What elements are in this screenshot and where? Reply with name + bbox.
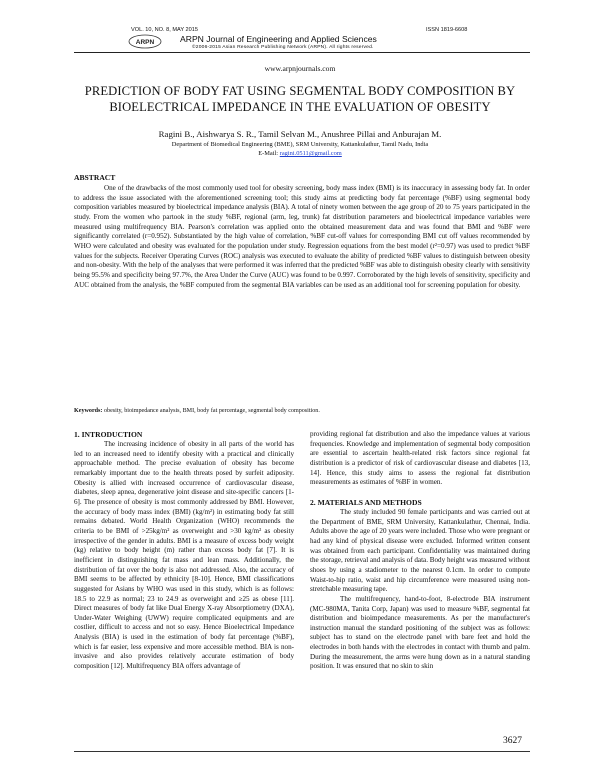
- abstract-heading: ABSTRACT: [74, 173, 116, 182]
- intro-heading: 1. INTRODUCTION: [74, 430, 143, 439]
- svg-text:ARPN: ARPN: [135, 39, 155, 46]
- issn: ISSN 1819-6608: [426, 27, 468, 33]
- intro-paragraph: The increasing incidence of obesity in all parts of the world has led to an increased need to identify obesity with a practical and clinically approachable method. The precise evaluation of obesity has become remarkably important due to the health threats posed by surfeit adiposity. Obesity is allied with increased occurrence of cardiovascular disease, diabetes, sleep apnea, degenerative joint disease and site-specific cancers [1-6]. The presence of obesity is most commonly addressed by BMI. However, the accuracy of body mass index (BMI) (kg/m²) in estimating body fat still remains debated. World Health Organization (WHO) recommends the criteria to be BMI of >25kg/m² as overweight and >30 kg/m² as obesity irrespective of the gender in adults. BMI is a measure of excess body weight (kg) relative to body height (m) rather than excess body fat [7]. It is inefficient in distinguishing fat mass and lean mass. Additionally, the distribution of fat over the body is also not addressed. Also, the accuracy of BMI seems to be affected by ethnicity [8-10]. Hence, BMI classifications suggested for Asians by WHO was used in this study, which is as follows: 18.5 to 22.9 as normal; 23 to 24.9 as overweight and ≥25 as obese [11]. Direct measures of body fat like Dual Energy X-ray Absorptiometry (DXA), Under-Water Weighing (UWW) require complicated equipments and are costlier, difficult to access and not so easy. Hence Bioelectrical Impedance Analysis (BIA) is used in the estimation of body fat percentage (%BF), which is far easier, less expensive and more accessible method. BIA is non-invasive and also provides relatively accurate estimation of body composition [12]. Multifrequency BIA offers advantage of: [74, 440, 294, 671]
- abstract-text: One of the drawbacks of the most commonly used tool for obesity screening, body mass index (BMI) is its inaccuracy in assessing body fat. In order to address the issue associated with the aforementioned screening tool; this study aims at predicting body fat percentage (%BF) using segmental body composition variables measured by bioelectrical impedance analysis (BIA). A total of ninety women between the age group of 20 to 75 years participated in the study. From the women who partook in the study %BF, regional (arm, leg, trunk) fat distribution parameters and bioelectrical impedance variables were measured using multifrequency BIA. Pearson's correlation was applied onto the obtained measurement data and was found that BMI and %BF were significantly correlated (r=0.952). Substantiated by the high value of correlation, %BF cut-off values for corresponding BMI cut off values recommended by WHO were calculated and obesity was evaluated for the population under study. Regression equations from the best model (r²=0.97) was used to predict %BF values for the subjects. Receiver Operating Curves (ROC) analysis was executed to evaluate the ability of predicted %BF values to distinguish between obesity and non-obesity. With the help of the analyses that were performed it was inferred that the predicted %BF was able to distinguish obesity clearly with sensitivity being 95.5% and specificity being 97.7%, the Area Under the Curve (AUC) was found to be 0.997. Corroborated by the high levels of sensitivity, specificity and AUC obtained from the analysis, the %BF computed from the segmental BIA variables can be used as an additional tool for screening population for obesity.: [74, 184, 530, 289]
- methods-paragraph-1: The study included 90 female participants and was carried out at the Department of BME, SRM University, Kattankulathur, Chennai, India. Adults above the age of 20 years were included. Those who were pregnant or had any kind of physical disease were excluded. Informed written consent was obtained from each participant. Confidentiality was maintained during the storage, retrieval and analysis of data. Body height was measured without shoes by using a stadiometer to the nearest 0.1cm. In order to compute Waist-to-hip ratio, waist and hip circumference were measured using non-stretchable measuring tape.: [310, 507, 530, 594]
- keywords-label: Keywords:: [74, 408, 104, 414]
- volume-line: VOL. 10, NO. 8, MAY 2015: [131, 27, 198, 33]
- keywords-text: obesity, bioimpedance analysis, BMI, body fat percentage, segmental body composition.: [103, 408, 320, 414]
- keywords: [74, 408, 530, 414]
- methods-heading: 2. MATERIALS AND METHODS: [310, 497, 422, 507]
- left-column: [74, 430, 294, 672]
- journal-name: ARPN Journal of Engineering and Applied Sciences: [180, 34, 377, 44]
- email-label: E-Mail:: [258, 150, 280, 157]
- paper-title: PREDICTION OF BODY FAT USING SEGMENTAL BODY COMPOSITION BY BIOELECTRICAL IMPEDANCE IN THE EVALUATION OF OBESITY: [84, 84, 516, 114]
- email-line: [0, 150, 600, 157]
- right-column: [310, 430, 530, 672]
- affiliation: Department of Biomedical Engineering (BME), SRM University, Kattankulathur, Tamil Nadu, India: [171, 141, 429, 148]
- email-link[interactable]: ragini.0511@gmail.com: [279, 150, 342, 157]
- authors: Ragini B., Aishwarya S. R., Tamil Selvan M., Anushree Pillai and Anburajan M.: [158, 129, 442, 139]
- page-number: 3627: [503, 736, 522, 746]
- header-divider: [74, 52, 530, 53]
- methods-paragraph-2: The multifrequency, hand-to-foot, 8-electrode BIA instrument (MC-980MA, Tanita Corp, Japan) was used to measure %BF, segmental fat distribution and bioimpedance measurements. As per the manufacturer's instruction manual the standard positioning of the subject was as follows: subject has to stand on the electrode panel with bare feet and hold the electrodes in both hands with the electrodes in contact with thumb and palm. During the measurement, the arms were hung down as in a natural standing position. It was ensured that no skin to skin: [310, 594, 530, 671]
- journal-logo: [128, 34, 162, 49]
- journal-website[interactable]: www.arpnjournals.com: [264, 64, 336, 73]
- intro-paragraph-continued: providing regional fat distribution and also the impedance values at various frequencies. Knowledge and implementation of segmental body composition are essential to ascertain health-related risk factors since regional fat distribution is a predictor of risk of cardiovascular disease and diabetes [13, 14]. Hence, this study aims to assess the regional fat distribution measurements as estimates of %BF in women.: [310, 430, 530, 487]
- copyright: ©2006-2015 Asian Research Publishing Network (ARPN). All rights reserved.: [192, 45, 374, 50]
- footer-divider: [74, 751, 530, 752]
